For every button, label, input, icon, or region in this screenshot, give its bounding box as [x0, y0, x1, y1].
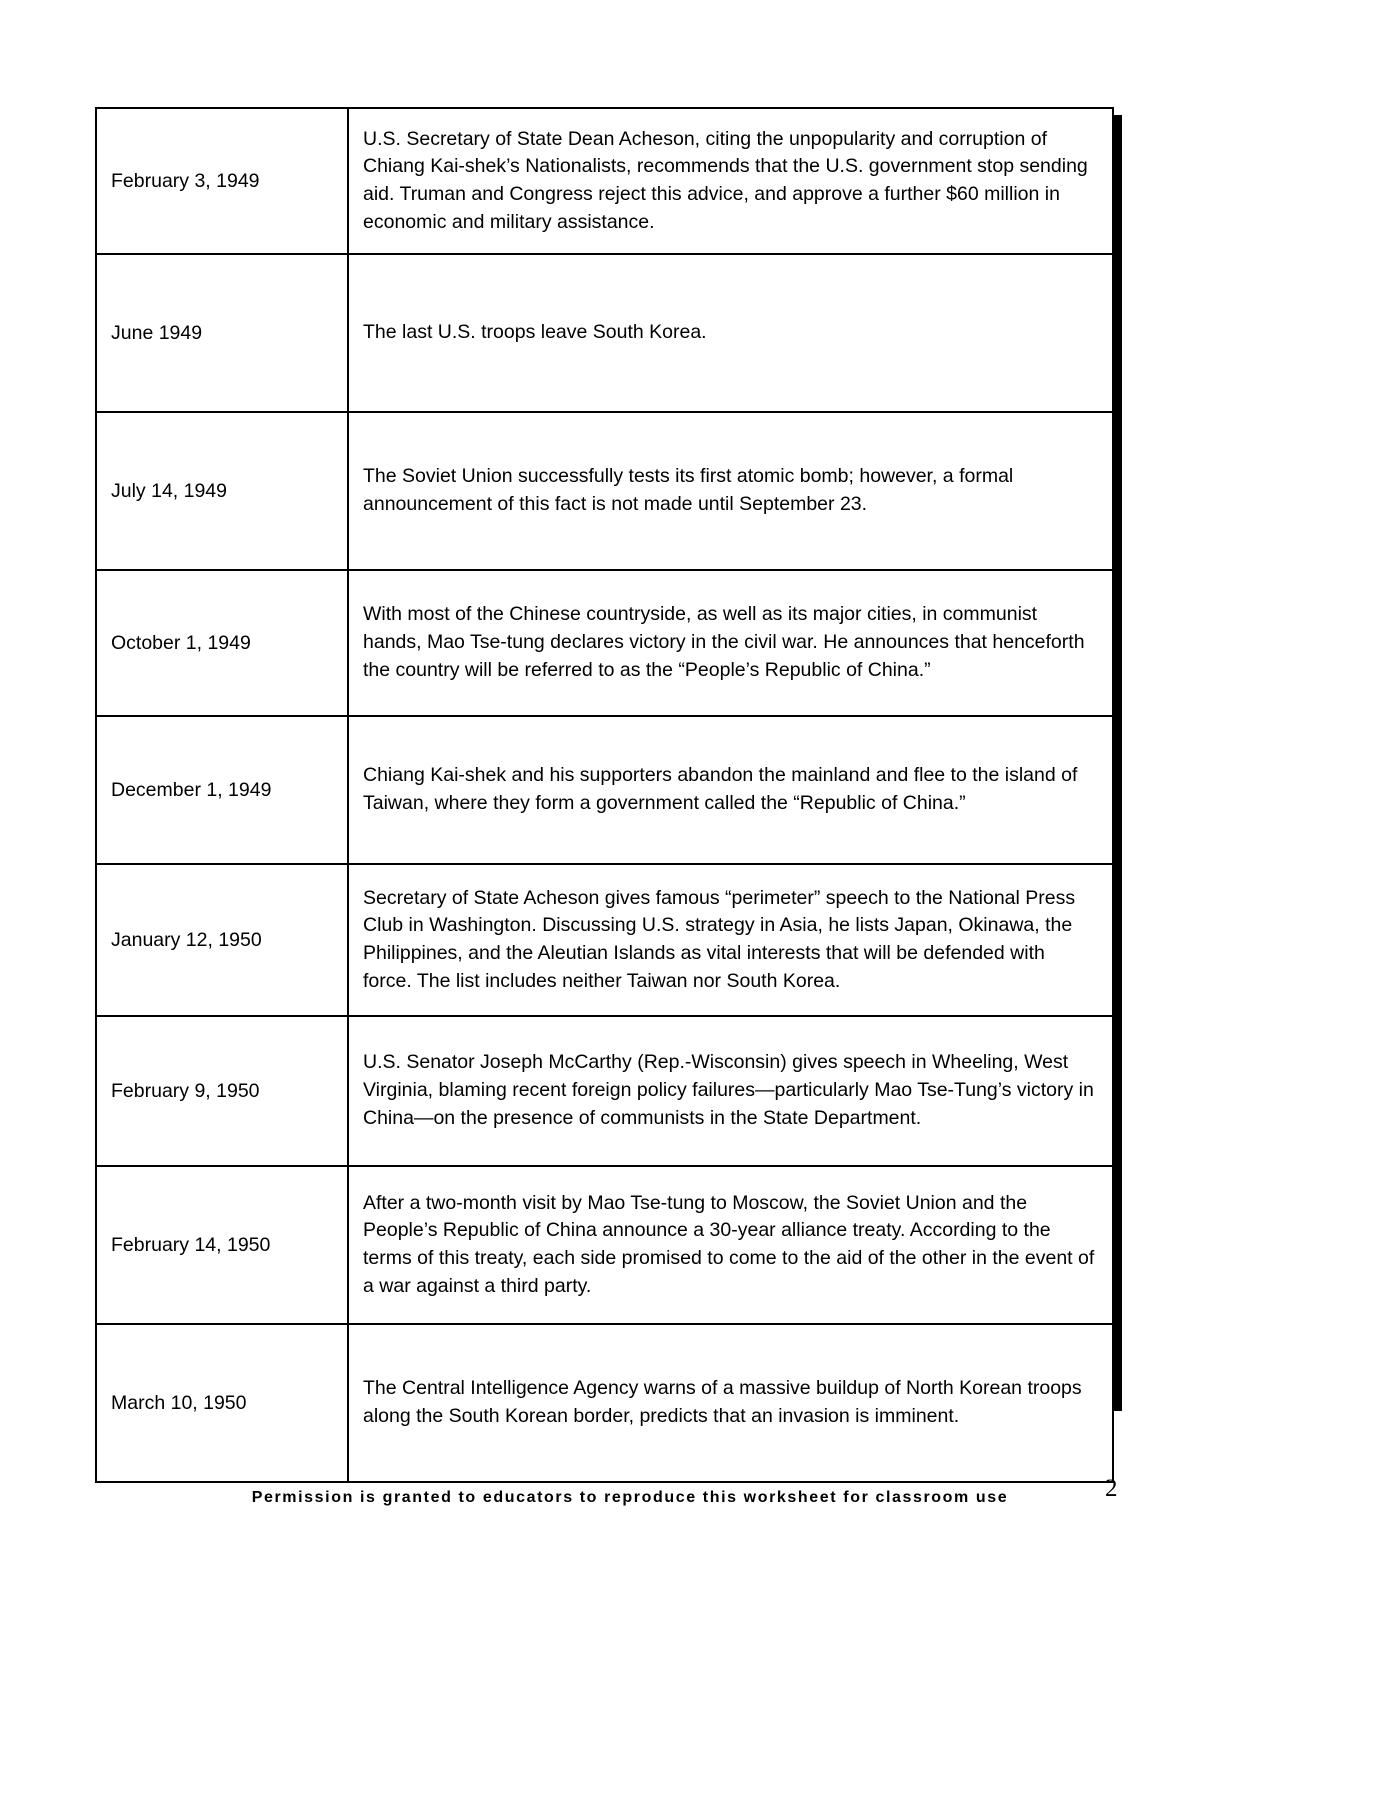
timeline-date: February 3, 1949 [96, 108, 348, 254]
timeline-date: December 1, 1949 [96, 716, 348, 864]
timeline-date: January 12, 1950 [96, 864, 348, 1016]
timeline-date: February 14, 1950 [96, 1166, 348, 1324]
table-row [96, 1016, 1113, 1166]
timeline-event: After a two-month visit by Mao Tse-tung to Moscow, the Soviet Union and the People’s Republic of China announce a 30-year alliance treaty. According to the terms of this treaty, each side promised to come to the aid of the other in the event of a war against a third party. [348, 1166, 1113, 1324]
table-row [96, 254, 1113, 412]
timeline-event: U.S. Senator Joseph McCarthy (Rep.-Wisconsin) gives speech in Wheeling, West Virginia, blaming recent foreign policy failures—particularly Mao Tse-Tung’s victory in China—on the presence of communists in the State Department. [348, 1016, 1113, 1166]
table-row [96, 864, 1113, 1016]
timeline-event: Chiang Kai-shek and his supporters abandon the mainland and flee to the island of Taiwan, where they form a government called the “Republic of China.” [348, 716, 1113, 864]
timeline-date: June 1949 [96, 254, 348, 412]
timeline-date: February 9, 1950 [96, 1016, 348, 1166]
timeline-table [95, 107, 1114, 1483]
timeline-event: With most of the Chinese countryside, as well as its major cities, in communist hands, Mao Tse-tung declares victory in the civil war. He announces that henceforth the country will be referred to as the “People’s Republic of China.” [348, 570, 1113, 716]
table-row [96, 108, 1113, 254]
table-row [96, 412, 1113, 570]
permission-note: Permission is granted to educators to reproduce this worksheet for classroom use [251, 1489, 1009, 1506]
table-row [96, 570, 1113, 716]
timeline-date: October 1, 1949 [96, 570, 348, 716]
timeline-date: March 10, 1950 [96, 1324, 348, 1482]
timeline-event: The Soviet Union successfully tests its first atomic bomb; however, a formal announcement of this fact is not made until September 23. [348, 412, 1113, 570]
timeline-event: Secretary of State Acheson gives famous “perimeter” speech to the National Press Club in Washington. Discussing U.S. strategy in Asia, he lists Japan, Okinawa, the Philippines, and the Aleutian Islands as vital interests that will be defended with force. The list includes neither Taiwan nor South Korea. [348, 864, 1113, 1016]
page-footer [0, 1475, 1391, 1549]
table-row [96, 1324, 1113, 1482]
page-number: 2 [1105, 1475, 1118, 1502]
timeline-event: The Central Intelligence Agency warns of a massive buildup of North Korean troops along the South Korean border, predicts that an invasion is imminent. [348, 1324, 1113, 1482]
table-row [96, 716, 1113, 864]
table-row [96, 1166, 1113, 1324]
timeline-event: U.S. Secretary of State Dean Acheson, citing the unpopularity and corruption of Chiang Kai-shek’s Nationalists, recommends that the U.S. government stop sending aid. Truman and Congress reject this advice, and approve a further $60 million in economic and military assistance. [348, 108, 1113, 254]
timeline-event: The last U.S. troops leave South Korea. [348, 254, 1113, 412]
timeline-date: July 14, 1949 [96, 412, 348, 570]
